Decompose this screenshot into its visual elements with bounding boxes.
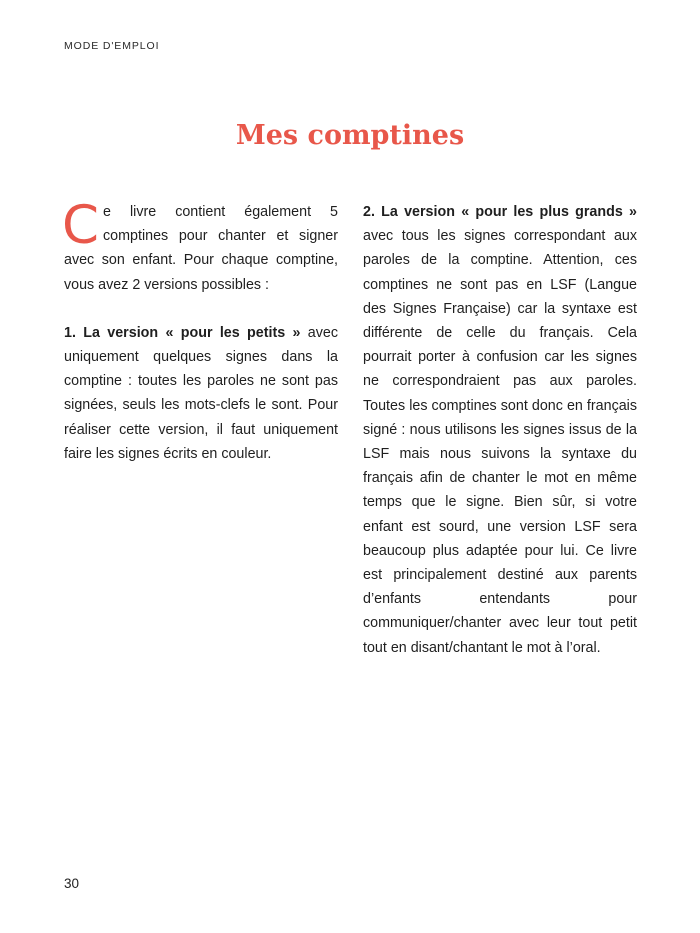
version-small-text: avec uniquement quelques signes dans la comptine : toutes les paroles ne sont pas signées, seuls les mots-clefs le sont. Pour réaliser cette version, il faut uniquement faire les signes écrits en couleur. xyxy=(64,324,338,462)
right-column xyxy=(363,200,637,660)
page-title: Mes comptines xyxy=(235,120,465,151)
intro-text: e livre contient également 5 comptines pour chanter et signer avec son enfant. Pour chaque comptine, vous avez 2 versions possibles : xyxy=(64,204,338,293)
version-big-paragraph xyxy=(363,200,637,660)
version-big-text: avec tous les signes correspondant aux paroles de la comptine. Attention, ces comptines ne sont pas en LSF (Langue des Signes Française) car la syntaxe est différente de celle du français. Cela pourrait porter à confusion car les signes ne correspondraient pas aux paroles. Toutes les comptines sont donc en français signé : nous utilisons les signes issus de la LSF mais nous suivons la syntaxe du français afin de chanter le mot en même temps que le signe. Bien sûr, si votre enfant est sourd, une version LSF sera beaucoup plus adaptée pour lui. Ce livre est principalement destiné aux parents d’enfants entendants pour communiquer/chanter avec leur tout petit tout en disant/chantant le mot à l’oral. xyxy=(363,228,637,656)
running-head: MODE D'EMPLOI xyxy=(64,40,160,52)
page-number: 30 xyxy=(64,876,80,891)
version-big-label: 2. La version « pour les plus grands » xyxy=(363,204,637,220)
version-small-paragraph xyxy=(64,321,338,466)
intro-paragraph xyxy=(62,195,338,297)
version-small-label: 1. La version « pour les petits » xyxy=(64,324,301,341)
drop-cap: C xyxy=(62,195,100,256)
left-column xyxy=(62,195,338,466)
